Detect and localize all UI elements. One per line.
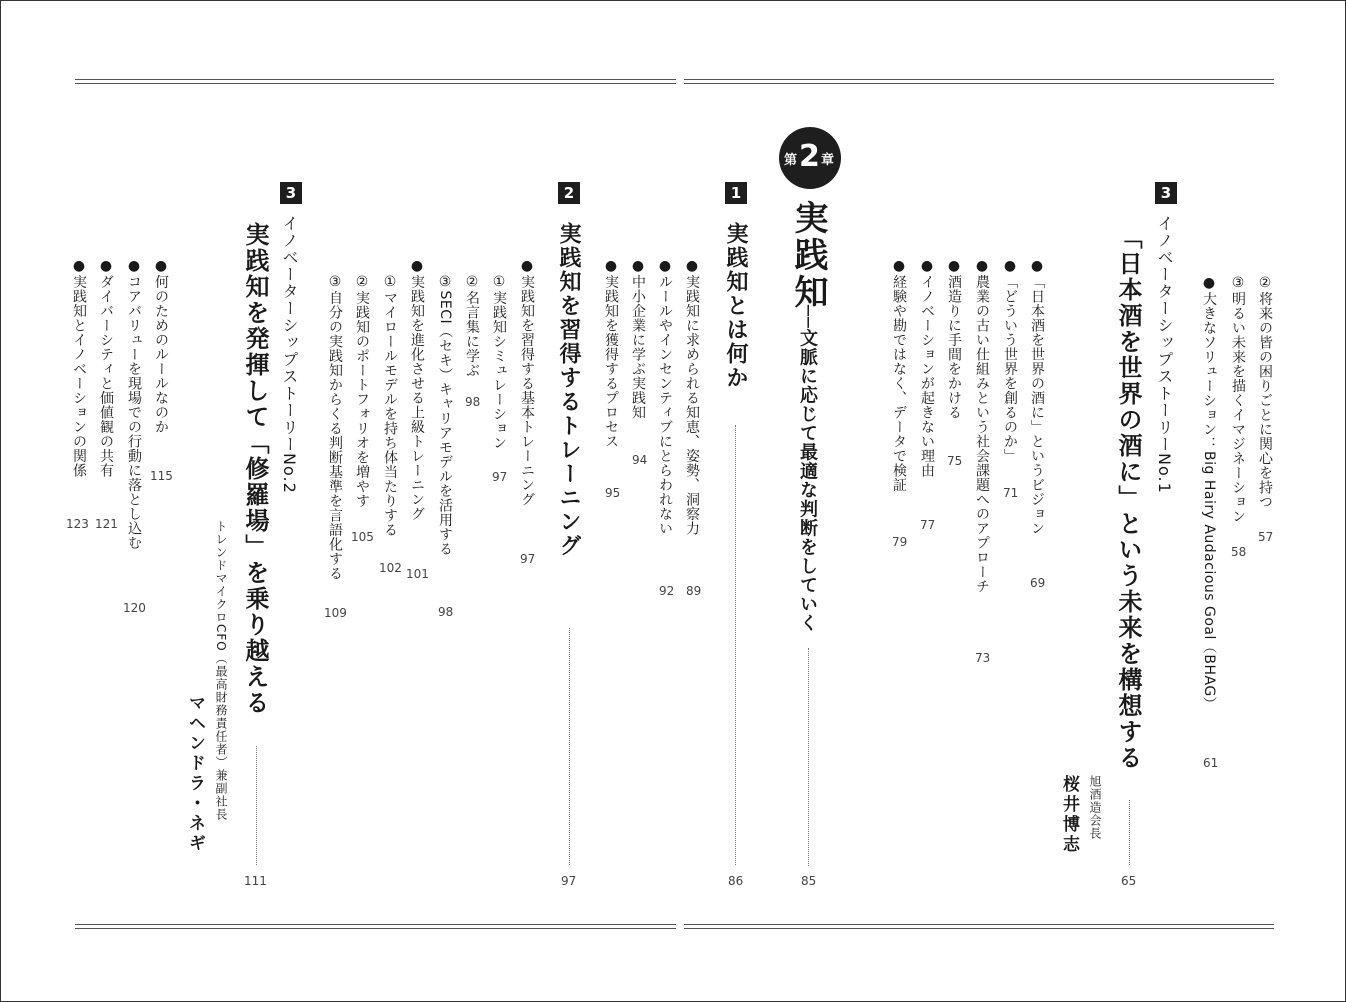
page-number: 61 xyxy=(1203,756,1219,770)
page-number: 115 xyxy=(150,469,173,483)
toc-item[interactable]: ●何のためのルールなのか xyxy=(153,258,169,434)
top-rule-right xyxy=(684,79,1274,84)
page-number: 73 xyxy=(975,651,991,665)
section-title[interactable]: 実践知を習得するトレーニング xyxy=(556,222,581,558)
top-rule-left xyxy=(75,79,676,84)
page-number: 58 xyxy=(1231,545,1247,559)
page-number: 94 xyxy=(632,453,648,467)
toc-item[interactable]: ●「どういう世界を創るのか」 xyxy=(1002,258,1018,463)
toc-item[interactable]: ●イノベーションが起きない理由 xyxy=(919,258,935,478)
section-title[interactable]: 実践知とは何か xyxy=(723,222,748,390)
toc-item[interactable]: ③明るい未来を描くイマジネーション xyxy=(1230,275,1246,524)
section-number-badge: 1 xyxy=(725,182,747,204)
leader-dots xyxy=(256,746,257,865)
chapter-label-prefix: 第 xyxy=(784,153,798,168)
section-number-badge: 3 xyxy=(280,182,302,204)
story-title[interactable]: 実践知を発揮して「修羅場」を乗り越える xyxy=(241,222,269,716)
bottom-rule-right xyxy=(684,924,1274,929)
chapter-number: 2 xyxy=(799,139,820,174)
author-role: 旭酒造会長 xyxy=(1088,775,1102,840)
toc-item[interactable]: ●コアバリューを現場での行動に落とし込む xyxy=(126,258,142,550)
page-number: 97 xyxy=(561,874,577,888)
chapter-title[interactable]: 実践知 xyxy=(788,200,828,311)
toc-item[interactable]: ●実践知を習得する基本トレーニング xyxy=(519,258,535,507)
page-number: 109 xyxy=(324,606,347,620)
page-number: 85 xyxy=(801,874,817,888)
author-name: 桜井博志 xyxy=(1059,775,1079,855)
chapter-label-suffix: 章 xyxy=(821,153,835,168)
page-number: 98 xyxy=(438,605,454,619)
leader-dots xyxy=(808,648,809,866)
page-number: 75 xyxy=(947,454,963,468)
toc-item[interactable]: ②将来の皆の困りごとに関心を持つ xyxy=(1257,275,1273,509)
bottom-rule-left xyxy=(75,924,676,929)
page-number: 86 xyxy=(728,874,744,888)
toc-item[interactable]: ●実践知を獲得するプロセス xyxy=(603,258,619,449)
toc-item[interactable]: ●大きなソリューション：Big Hairy Audacious Goal（BHAG） xyxy=(1201,275,1217,712)
section-number-badge: 2 xyxy=(558,182,580,204)
page-number: 77 xyxy=(920,518,936,532)
chapter-badge xyxy=(779,127,841,189)
toc-item[interactable]: ●ダイバーシティと価値観の共有 xyxy=(98,258,114,478)
toc-item[interactable]: ●酒造りに手間をかける xyxy=(946,258,962,420)
page-number: 97 xyxy=(492,470,508,484)
toc-item[interactable]: ●実践知とイノベーションの関係 xyxy=(71,258,87,478)
toc-item[interactable]: ●ルールやインセンティブにとらわれない xyxy=(657,258,673,536)
toc-item[interactable]: ●実践知に求められる知恵、姿勢、洞察力 xyxy=(684,258,700,536)
page-number: 65 xyxy=(1121,874,1137,888)
leader-dots xyxy=(1129,800,1130,865)
page-number: 69 xyxy=(1030,576,1046,590)
page-number: 92 xyxy=(659,584,675,598)
toc-item[interactable]: ①マイロールモデルを持ち体当たりする xyxy=(382,274,398,537)
toc-item[interactable]: ②名言集に学ぶ xyxy=(464,274,480,378)
author-name: マヘンドラ・ネギ xyxy=(185,694,205,854)
toc-item[interactable]: ①実践知シミュレーション xyxy=(491,274,507,450)
page-number: 71 xyxy=(1003,486,1019,500)
page-number: 89 xyxy=(686,584,702,598)
toc-item[interactable]: ●農業の古い仕組みという社会課題へのアプローチ xyxy=(974,258,990,594)
page-number: 57 xyxy=(1258,530,1274,544)
page-number: 102 xyxy=(379,561,402,575)
story-label: イノベーターシップストーリーNo.1 xyxy=(1155,215,1174,494)
toc-item[interactable]: ③SECI（セキ）キャリアモデルを活用する xyxy=(437,274,453,557)
toc-item[interactable]: ●実践知を進化させる上級トレーニング xyxy=(409,258,425,521)
toc-item[interactable]: ②実践知のポートフォリオを増やす xyxy=(354,274,370,508)
page-number: 111 xyxy=(244,874,267,888)
toc-item[interactable]: ●「日本酒を世界の酒に」というビジョン xyxy=(1029,258,1045,536)
story-label: イノベーターシップストーリーNo.2 xyxy=(280,215,299,494)
page-number: 105 xyxy=(351,530,374,544)
page-number: 123 xyxy=(66,517,89,531)
toc-item[interactable]: ●中小企業に学ぶ実践知 xyxy=(630,258,646,420)
page-number: 98 xyxy=(465,395,481,409)
page-number: 120 xyxy=(123,601,146,615)
page-number: 79 xyxy=(892,535,908,549)
toc-item[interactable]: ●経験や勘ではなく、データで検証 xyxy=(891,258,907,492)
leader-dots xyxy=(735,425,736,865)
story-number-badge: 3 xyxy=(1155,182,1177,204)
page-number: 121 xyxy=(95,517,118,531)
page-number: 97 xyxy=(520,552,536,566)
page-number: 95 xyxy=(605,486,621,500)
author-role: トレンドマイクロCFO（最高財務責任者）兼副社長 xyxy=(214,520,228,821)
toc-item[interactable]: ③自分の実践知からくる判断基準を言語化する xyxy=(327,274,343,581)
page-number: 101 xyxy=(406,567,429,581)
chapter-subtitle: ──文脈に応じて最適な判断をしていく xyxy=(797,305,818,633)
leader-dots xyxy=(569,628,570,865)
story-title[interactable]: 「日本酒を世界の酒に」という未来を構想する xyxy=(1114,225,1142,771)
